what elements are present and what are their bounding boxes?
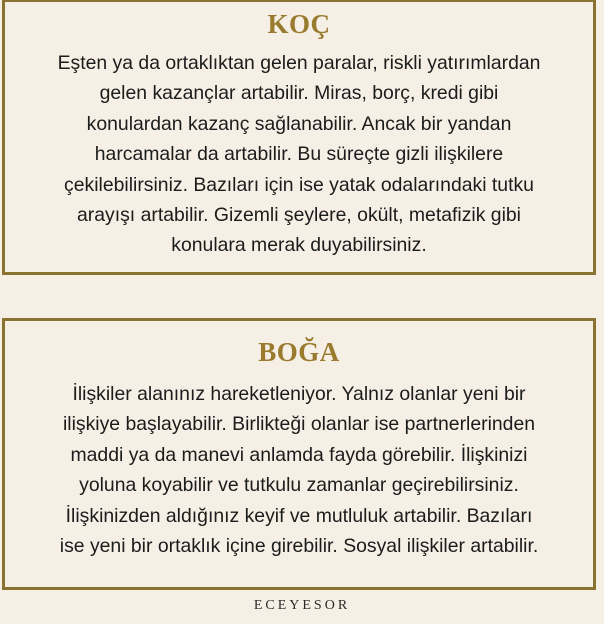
boga-body-line: yoluna koyabilir ve tutkulu zamanlar geçirebilirsiniz.	[79, 474, 519, 497]
boga-body-line: İlişkinizden aldığınız keyif ve mutluluk artabilir. Bazıları	[65, 504, 533, 527]
koc-body-line: arayışı artabilir. Gizemli şeylere, okült, metafizik gibi	[77, 204, 521, 227]
boga-body	[5, 379, 593, 561]
koc-body-line: çekilebilirsiniz. Bazıları için ise yatak odalarındaki tutku	[64, 173, 534, 196]
koc-body-line: harcamalar da artabilir. Bu süreçte gizli ilişkilere	[94, 143, 504, 166]
koc-body-line: konulara merak duyabilirsiniz.	[171, 234, 427, 257]
boga-body-line: ise yeni bir ortaklık içine girebilir. Sosyal ilişkiler artabilir.	[59, 535, 539, 558]
koc-body-line: konulardan kazanç sağlanabilir. Ancak bir yandan	[86, 112, 512, 135]
koc-body	[5, 48, 593, 261]
koc-title: KOÇ	[267, 9, 331, 39]
boga-body-line: İlişkiler alanınız hareketleniyor. Yalnız olanlar yeni bir	[72, 383, 526, 405]
boga-card	[2, 318, 596, 590]
brand-footer: ECEYESOR	[253, 598, 351, 613]
koc-body-line: gelen kazançlar artabilir. Miras, borç, kredi gibi	[99, 82, 499, 105]
boga-body-line: maddi ya da manevi anlamda fayda görebilir. İlişkinizi	[70, 443, 528, 466]
boga-body-line: ilişkiye başlayabilir. Birlikteği olanlar ise partnerlerinden	[62, 413, 536, 436]
koc-card	[2, 0, 596, 275]
koc-body-line: Eşten ya da ortaklıktan gelen paralar, riskli yatırımlardan	[57, 52, 541, 74]
boga-title: BOĞA	[258, 337, 340, 367]
